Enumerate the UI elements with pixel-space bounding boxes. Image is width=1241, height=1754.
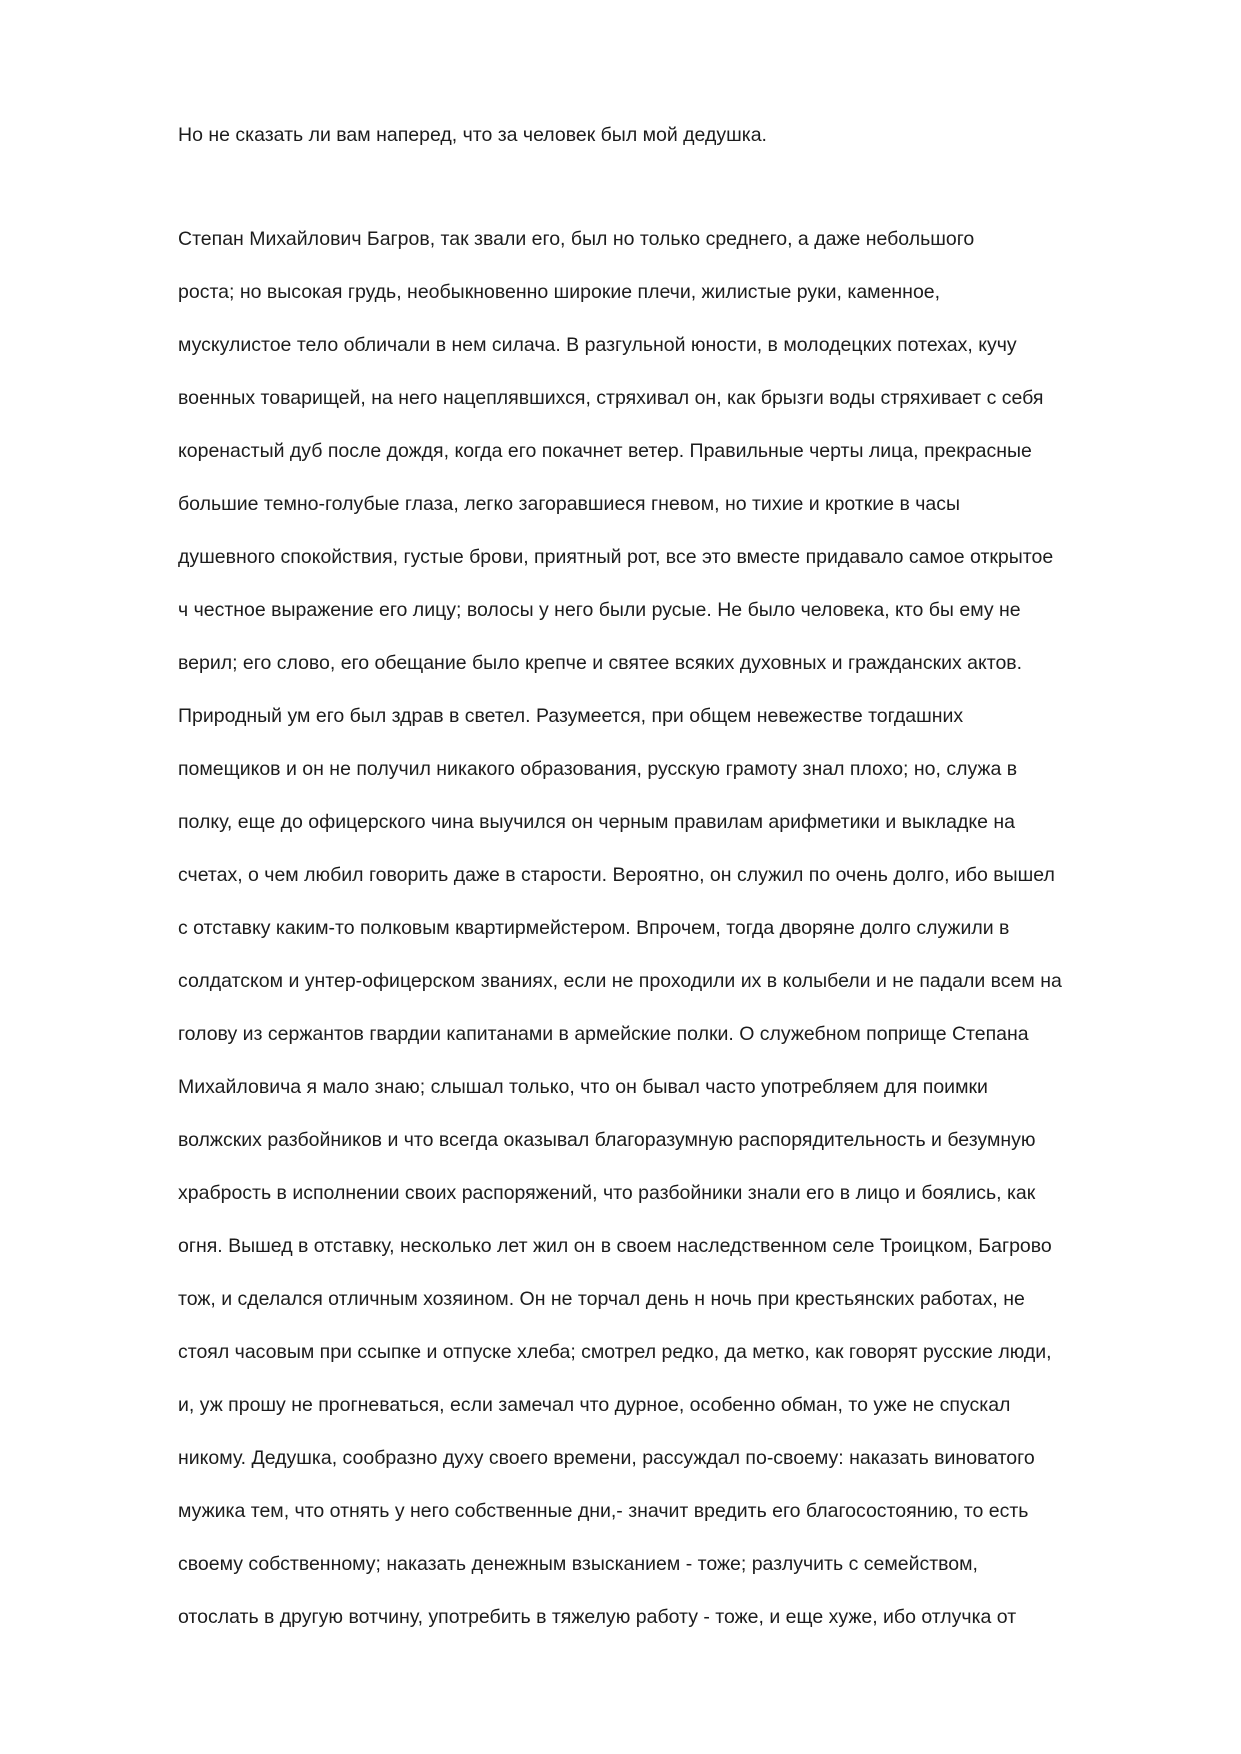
body-line: мускулистое тело обличали в нем силача. В разгульной юности, в молодецких потехах, кучу bbox=[178, 334, 1017, 356]
body-line: полку, еще до офицерского чина выучился он черным правилам арифметики и выкладке на bbox=[178, 811, 1015, 833]
body-line: коренастый дуб после дождя, когда его покачнет ветер. Правильные черты лица, прекрасные bbox=[178, 440, 1032, 462]
body-line: большие темно-голубые глаза, легко загоравшиеся гневом, но тихие и кроткие в часы bbox=[178, 493, 960, 515]
body-line: Степан Михайлович Багров, так звали его, был но только среднего, а даже небольшого bbox=[178, 228, 975, 250]
body-line: волжских разбойников и что всегда оказывал благоразумную распорядительность и безумную bbox=[178, 1129, 1036, 1151]
body-line: отослать в другую вотчину, употребить в тяжелую работу - тоже, и еще хуже, ибо отлучка от bbox=[178, 1606, 1017, 1628]
body-line: счетах, о чем любил говорить даже в старости. Вероятно, он служил по очень долго, ибо вышел bbox=[178, 864, 1055, 886]
body-line: помещиков и он не получил никакого образования, русскую грамоту знал плохо; но, служа в bbox=[178, 758, 1018, 780]
body-line: никому. Дедушка, сообразно духу своего времени, рассуждал по-своему: наказать виноватого bbox=[178, 1447, 1035, 1469]
body-line: верил; его слово, его обещание было крепче и святее всяких духовных и гражданских актов. bbox=[178, 652, 1023, 674]
body-line: с отставку каким-то полковым квартирмейстером. Впрочем, тогда дворяне долго служили в bbox=[178, 917, 1010, 939]
body-line: Михайловича я мало знаю; слышал только, что он бывал часто употребляем для поимки bbox=[178, 1076, 988, 1098]
body-line: душевного спокойствия, густые брови, приятный рот, все это вместе придавало самое открытое bbox=[178, 546, 1054, 568]
body-line: огня. Вышед в отставку, несколько лет жил он в своем наследственном селе Троицком, Багрово bbox=[178, 1235, 1052, 1257]
body-line: своему собственному; наказать денежным взысканием - тоже; разлучить с семейством, bbox=[178, 1553, 978, 1575]
body-line: стоял часовым при ссыпке и отпуске хлеба; смотрел редко, да метко, как говорят русские люди, bbox=[178, 1341, 1052, 1363]
body-line: и, уж прошу не прогневаться, если замечал что дурное, особенно обман, то уже не спускал bbox=[178, 1394, 1011, 1416]
body-line: Природный ум его был здрав в светел. Разумеется, при общем невежестве тогдашних bbox=[178, 705, 964, 727]
main-paragraph bbox=[178, 222, 1168, 1653]
body-line: храбрость в исполнении своих распоряжений, что разбойники знали его в лицо и боялись, как bbox=[178, 1182, 1036, 1204]
body-line: роста; но высокая грудь, необыкновенно широкие плечи, жилистые руки, каменное, bbox=[178, 281, 941, 303]
body-line: военных товарищей, на него нацеплявшихся, стряхивал он, как брызги воды стряхивает с себя bbox=[178, 387, 1044, 409]
body-line: тож, и сделался отличным хозяином. Он не торчал день н ночь при крестьянских работах, не bbox=[178, 1288, 1025, 1310]
body-line: мужика тем, что отнять у него собственные дни,- значит вредить его благосостоянию, то есть bbox=[178, 1500, 1029, 1522]
body-line: солдатском и унтер-офицерском званиях, если не проходили их в колыбели и не падали всем на bbox=[178, 970, 1062, 992]
intro-line: Но не сказать ли вам наперед, что за человек был мой дедушка. bbox=[178, 124, 767, 146]
intro-paragraph bbox=[178, 118, 1168, 171]
body-line: голову из сержантов гвардии капитанами в армейские полки. О служебном поприще Степана bbox=[178, 1023, 1029, 1045]
body-line: ч честное выражение его лицу; волосы у него были русые. Не было человека, кто бы ему не bbox=[178, 599, 1021, 621]
